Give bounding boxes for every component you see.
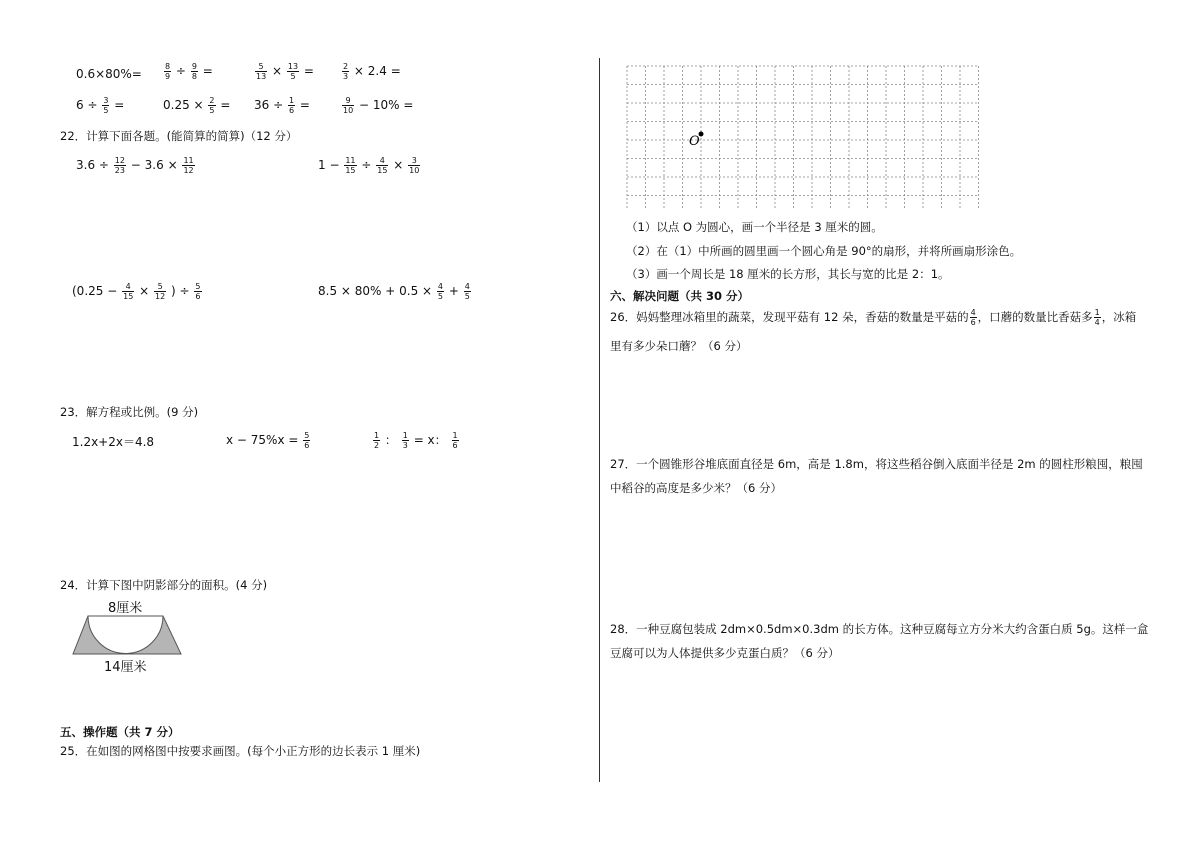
calc-2-1: 6 ÷ $\frac{3}{5}$ = bbox=[76, 96, 125, 115]
q27-line1: 27．一个圆锥形谷堆底面直径是 6m，高是 1.8m，将这些稻谷倒入底面半径是 2m 的圆柱形粮囤，粮囤 bbox=[610, 457, 1143, 471]
q24-title: 24．计算下图中阴影部分的面积。(4 分) bbox=[60, 578, 268, 592]
section6-title: 六、解决问题（共 30 分） bbox=[610, 289, 750, 303]
column-divider bbox=[599, 58, 600, 782]
q25-item-2: （2）在（1）中所画的圆里画一个圆心角是 90°的扇形，并将所画扇形涂色。 bbox=[626, 244, 1022, 258]
q27-line2: 中稻谷的高度是多少米？（6 分） bbox=[610, 481, 782, 495]
point-o-label: O bbox=[689, 134, 700, 149]
calc-2-3: 36 ÷ $\frac{1}{6}$ = bbox=[254, 96, 310, 115]
calc-1-3: $\frac{5}{13}$ × $\frac{13}{5}$ = bbox=[256, 62, 314, 81]
calc-2-2: 0.25 × $\frac{2}{5}$ = bbox=[163, 96, 231, 115]
q28-line2: 豆腐可以为人体提供多少克蛋白质？（6 分） bbox=[610, 646, 840, 660]
q23-eq2: x − 75%x = $\frac{5}{6}$ bbox=[226, 431, 310, 450]
calc-1-4: $\frac{2}{3}$ × 2.4 = bbox=[343, 62, 401, 81]
bottom-length-label: 14厘米 bbox=[104, 660, 147, 675]
q28-line1: 28．一种豆腐包装成 2dm×0.5dm×0.3dm 的长方体。这种豆腐每立方分米大约含蛋白质 5g。这样一盒 bbox=[610, 622, 1149, 636]
q22-c: (0.25 − $\frac{4}{15}$ × $\frac{5}{12}$ ) ÷ $\frac{5}{6}$ bbox=[72, 282, 201, 301]
calc-1-1: 0.6×80%= bbox=[76, 67, 142, 81]
calc-2-4: $\frac{9}{10}$ − 10% = bbox=[343, 96, 414, 115]
shaded-trapezoid-figure bbox=[68, 596, 188, 680]
q25-text: 25．在如图的网格图中按要求画图。(每个小正方形的边长表示 1 厘米) bbox=[60, 744, 421, 758]
top-length-label: 8厘米 bbox=[108, 601, 143, 616]
q26-line2: 里有多少朵口蘑？（6 分） bbox=[610, 339, 748, 353]
q22-b: 1 − $\frac{11}{15}$ ÷ $\frac{4}{15}$ × $\frac{3}{10}$ bbox=[318, 156, 420, 175]
q22-title: 22．计算下面各题。(能简算的简算)（12 分） bbox=[60, 129, 298, 143]
q25-item-1: （1）以点 O 为圆心，画一个半径是 3 厘米的圆。 bbox=[626, 220, 883, 234]
section5-title: 五、操作题（共 7 分） bbox=[60, 725, 180, 739]
q23-eq1: 1.2x+2x＝4.8 bbox=[72, 435, 155, 449]
q23-eq3: $\frac{1}{2}$ ： $\frac{1}{3}$ = x： $\frac{1}{6}$ bbox=[374, 431, 458, 450]
q25-item-3: （3）画一个周长是 18 厘米的长方形，其长与宽的比是 2：1。 bbox=[626, 267, 950, 281]
square-grid bbox=[625, 64, 981, 208]
q26-line1: 26．妈妈整理冰箱里的蔬菜，发现平菇有 12 朵，香菇的数量是平菇的 $\frac{4}{6}$ ，口蘑的数量比香菇多 $\frac{1}{4}$ ，冰箱 bbox=[610, 308, 1137, 327]
calc-1-2: $\frac{8}{9}$ ÷ $\frac{9}{8}$ = bbox=[165, 62, 213, 81]
q23-title: 23．解方程或比例。(9 分) bbox=[60, 405, 199, 419]
q22-d: 8.5 × 80% + 0.5 × $\frac{4}{5}$ + $\frac{4}{5}$ bbox=[318, 282, 470, 301]
q22-a: 3.6 ÷ $\frac{12}{23}$ − 3.6 × $\frac{11}{12}$ bbox=[76, 156, 194, 175]
